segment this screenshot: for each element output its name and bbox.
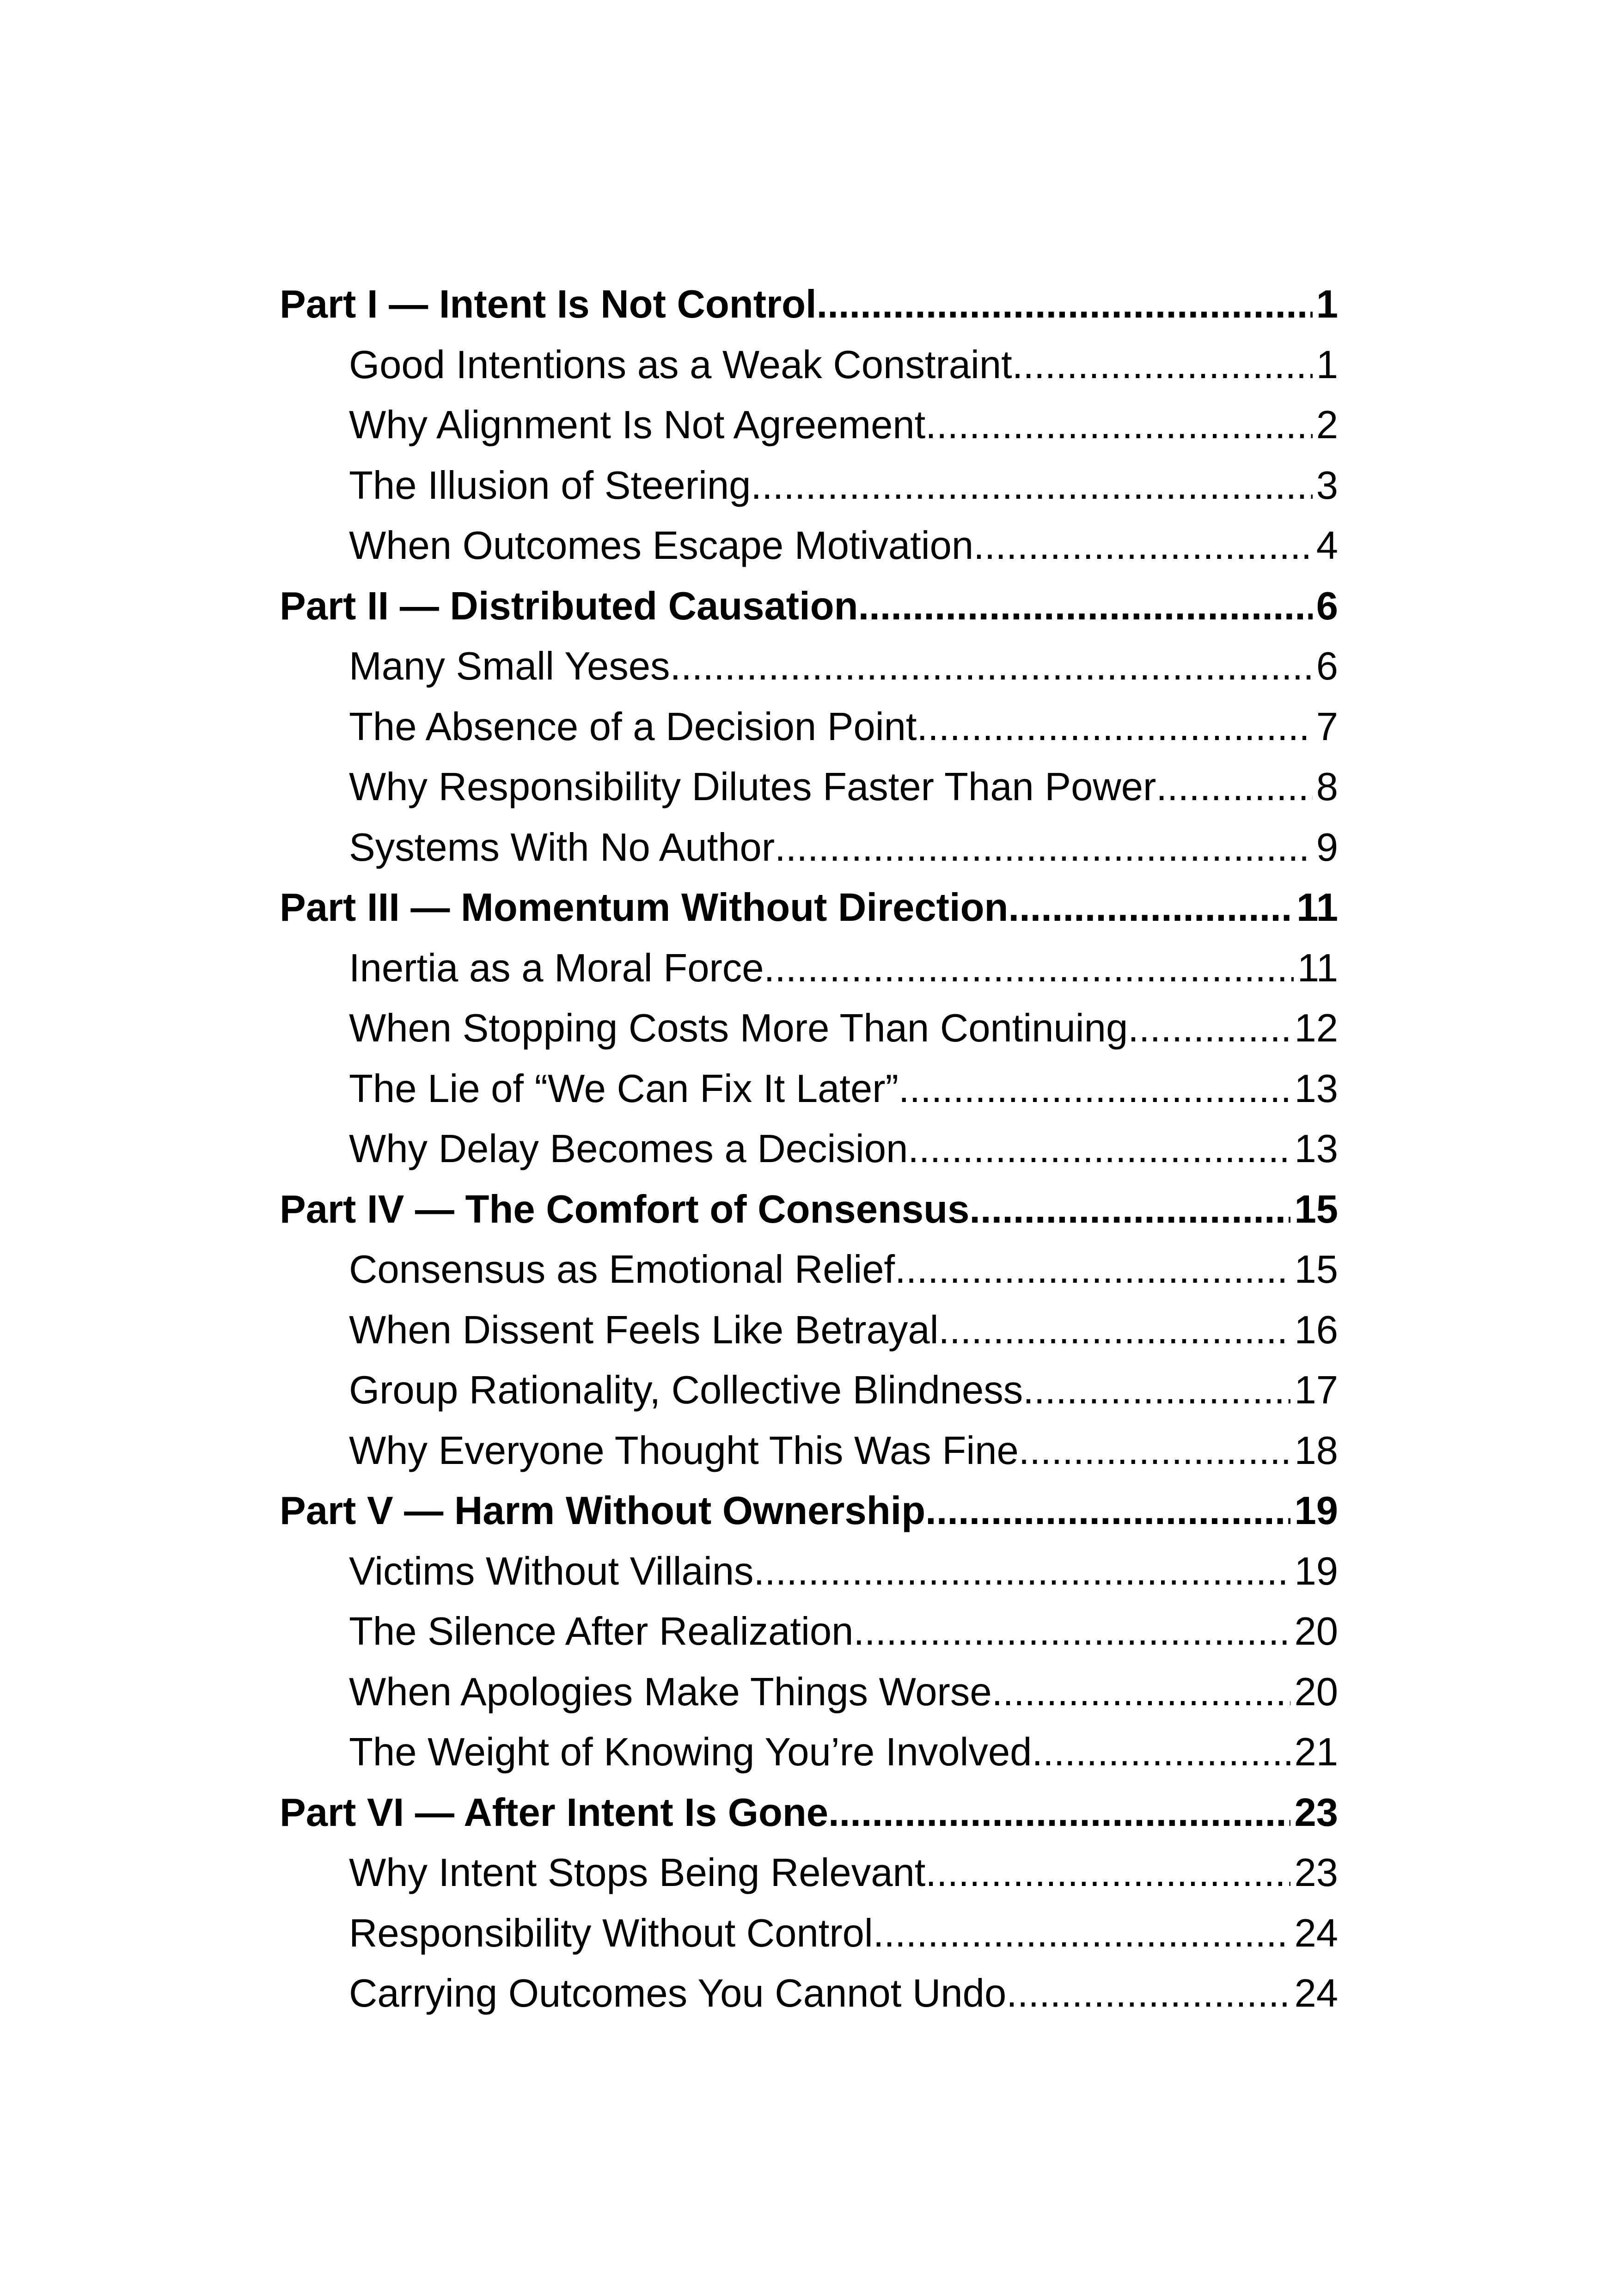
dot-leader (917, 697, 1313, 758)
dot-leader (873, 1904, 1291, 1964)
toc-entry (280, 1360, 1338, 1421)
entry-title: The Absence of a Decision Point (349, 704, 917, 749)
toc-entry (280, 1602, 1338, 1662)
page-number: 19 (1294, 1489, 1338, 1533)
entry-title: Responsibility Without Control (349, 1911, 873, 1955)
toc-entry (280, 335, 1338, 396)
dot-leader (1012, 335, 1313, 396)
page-number: 12 (1294, 1006, 1338, 1050)
dot-leader (853, 1602, 1290, 1662)
dot-leader (1156, 757, 1312, 818)
dot-leader (969, 1180, 1290, 1240)
page-number: 9 (1316, 825, 1338, 869)
toc-entry (280, 1542, 1338, 1602)
page-number: 15 (1294, 1248, 1338, 1292)
toc-entry (280, 697, 1338, 758)
entry-title: Carrying Outcomes You Cannot Undo (349, 1971, 1007, 2015)
entry-title: Inertia as a Moral Force (349, 946, 764, 990)
page-number: 15 (1294, 1187, 1338, 1231)
entry-title: Many Small Yeses (349, 644, 670, 688)
toc-entry (280, 1059, 1338, 1120)
page-number: 6 (1316, 644, 1338, 688)
toc-part-5 (280, 1481, 1338, 1542)
entry-title: Why Delay Becomes a Decision (349, 1127, 908, 1171)
dot-leader (1008, 878, 1293, 938)
dot-leader (753, 1542, 1290, 1602)
page-number: 1 (1316, 282, 1338, 326)
toc-entry (280, 998, 1338, 1059)
toc-entry (280, 1964, 1338, 2024)
toc-part-6 (280, 1783, 1338, 1843)
page-number: 17 (1294, 1368, 1338, 1412)
page-number: 11 (1297, 946, 1338, 990)
page-number: 20 (1294, 1670, 1338, 1714)
page-number: 21 (1294, 1730, 1338, 1774)
toc-entry (280, 395, 1338, 456)
entry-title: Why Everyone Thought This Was Fine (349, 1428, 1019, 1473)
toc-entry (280, 1240, 1338, 1300)
dot-leader (828, 1783, 1290, 1843)
entry-title: The Lie of “We Can Fix It Later” (349, 1066, 899, 1111)
entry-title: Systems With No Author (349, 825, 775, 869)
entry-title: Why Alignment Is Not Agreement (349, 403, 926, 447)
page-number: 24 (1294, 1971, 1338, 2015)
toc-part-3 (280, 878, 1338, 938)
part-title: Part III — Momentum Without Direction (280, 886, 1009, 930)
dot-leader (939, 1300, 1291, 1361)
part-title: Part I — Intent Is Not Control (280, 282, 817, 326)
page-number: 23 (1294, 1790, 1338, 1835)
entry-title: Good Intentions as a Weak Constraint (349, 343, 1012, 387)
toc-entry (280, 1119, 1338, 1180)
page-number: 24 (1294, 1911, 1338, 1955)
part-title: Part II — Distributed Causation (280, 584, 858, 628)
dot-leader (925, 395, 1312, 456)
toc-entry (280, 1843, 1338, 1904)
page-number: 2 (1316, 403, 1338, 447)
dot-leader (1128, 998, 1290, 1059)
page-number: 18 (1294, 1428, 1338, 1473)
dot-leader (751, 456, 1312, 516)
dot-leader (973, 516, 1313, 576)
dot-leader (925, 1481, 1290, 1542)
entry-title: Group Rationality, Collective Blindness (349, 1368, 1023, 1412)
dot-leader (817, 275, 1313, 335)
dot-leader (1019, 1421, 1291, 1482)
page-number: 13 (1294, 1066, 1338, 1111)
toc-entry (280, 637, 1338, 697)
page-number: 11 (1296, 886, 1338, 930)
entry-title: When Outcomes Escape Motivation (349, 524, 974, 568)
dot-leader (764, 938, 1294, 999)
page-number: 1 (1316, 343, 1338, 387)
page-number: 3 (1316, 463, 1338, 508)
toc-part-1 (280, 275, 1338, 335)
entry-title: When Stopping Costs More Than Continuing (349, 1006, 1128, 1050)
toc-entry (280, 938, 1338, 999)
toc-part-2 (280, 576, 1338, 637)
toc-part-4 (280, 1180, 1338, 1240)
toc-entry (280, 456, 1338, 516)
part-title: Part IV — The Comfort of Consensus (280, 1187, 970, 1231)
part-title: Part VI — After Intent Is Gone (280, 1790, 829, 1835)
dot-leader (895, 1240, 1290, 1300)
dot-leader (775, 818, 1313, 878)
dot-leader (908, 1119, 1290, 1180)
entry-title: When Apologies Make Things Worse (349, 1670, 992, 1714)
toc-entry (280, 1421, 1338, 1482)
entry-title: Victims Without Villains (349, 1549, 754, 1593)
dot-leader (925, 1843, 1290, 1904)
entry-title: Why Responsibility Dilutes Faster Than Power (349, 765, 1156, 809)
page-number: 13 (1294, 1127, 1338, 1171)
dot-leader (1032, 1722, 1290, 1783)
toc-entry (280, 1662, 1338, 1723)
toc-entry (280, 516, 1338, 576)
entry-title: Consensus as Emotional Relief (349, 1248, 895, 1292)
dot-leader (1023, 1360, 1290, 1421)
toc-entry (280, 818, 1338, 878)
toc-entry (280, 757, 1338, 818)
entry-title: The Silence After Realization (349, 1610, 854, 1653)
page-number: 23 (1294, 1851, 1338, 1895)
dot-leader (670, 637, 1313, 697)
toc-entry (280, 1300, 1338, 1361)
entry-title: Why Intent Stops Being Relevant (349, 1851, 926, 1895)
dot-leader (1006, 1964, 1290, 2024)
page-number: 7 (1316, 704, 1338, 749)
page-number: 19 (1294, 1549, 1338, 1593)
dot-leader (992, 1662, 1291, 1723)
entry-title: The Weight of Knowing You’re Involved (349, 1730, 1032, 1774)
page-number: 4 (1316, 524, 1338, 568)
dot-leader (858, 576, 1313, 637)
entry-title: When Dissent Feels Like Betrayal (349, 1308, 939, 1352)
page-number: 6 (1316, 584, 1338, 628)
toc-entry (280, 1904, 1338, 1964)
part-title: Part V — Harm Without Ownership (280, 1489, 926, 1533)
dot-leader (899, 1059, 1291, 1120)
page-number: 8 (1316, 765, 1338, 809)
page-number: 16 (1294, 1308, 1338, 1352)
table-of-contents (280, 275, 1338, 2024)
toc-entry (280, 1722, 1338, 1783)
entry-title: The Illusion of Steering (349, 463, 751, 508)
page-number: 20 (1294, 1610, 1338, 1653)
